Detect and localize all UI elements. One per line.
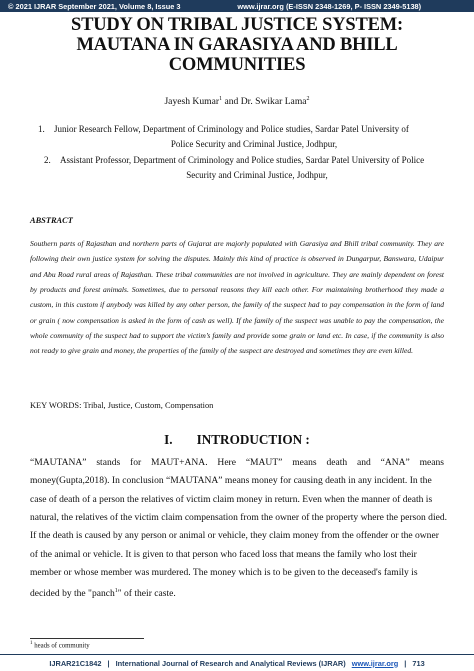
section-title: INTRODUCTION : bbox=[196, 432, 310, 447]
intro-line-1 bbox=[30, 454, 444, 472]
affiliation-number: 2. bbox=[44, 155, 51, 165]
footer-separator: | bbox=[404, 658, 407, 668]
intro-line-5: If the death is caused by any person or animal or vehicle, they claim money from the offender or the owner bbox=[30, 530, 439, 542]
intro-word: death bbox=[326, 457, 348, 468]
footer-separator: | bbox=[107, 658, 110, 668]
header-site-url[interactable]: www.ijrar.org bbox=[237, 1, 284, 11]
author-joiner: and Dr. Swikar Lama bbox=[222, 96, 307, 108]
affiliation-line-2: Police Security and Criminal Justice, Jodhpur, bbox=[170, 138, 338, 149]
author-first: Jayesh Kumar bbox=[164, 96, 220, 108]
footer-paper-code: IJRAR21C1842 bbox=[49, 658, 102, 668]
journal-header-bar bbox=[0, 0, 474, 12]
intro-word: MAUT+ANA. bbox=[151, 457, 208, 468]
affiliation-2 bbox=[44, 153, 454, 182]
intro-line-4: natural, the relatives of the victim claim compensation from the owner of the property where the person died. bbox=[30, 512, 448, 524]
footer-journal-name: International Journal of Research and Analytical Reviews (IJRAR) bbox=[115, 658, 346, 668]
author-line bbox=[0, 96, 474, 107]
intro-word: “ANA” bbox=[380, 457, 410, 468]
footer-site-link[interactable]: www.ijrar.org bbox=[351, 658, 399, 668]
abstract-text: Southern parts of Rajasthan and northern parts of Gujarat are majorly populated with Garasiya and Bhill tribal community. They are following their own justice system for solving the disputes. Mainly this kind of practice is observed in Dungarpur, Banswara, Udaipur and Abu Road rural areas of Rajasthan. These tribal communities are not involved in agriculture. They are mainly dependent on forest by products and forest animals. Sometimes, due to personal reasons they kill each other. For maintaining brotherhood they made a custom, in this custom if anybody was killed by any other person, the family of the suspect had to pay compensation in the form of land or grain ( now compensation is asked in the form of cash as well). If the family of the suspect was unable to pay the compensation, the whole community of the suspect had to support the victim’s family and provide some grain or land etc. In case, if the community is also not ready to give grain and money, the properties of the family of the suspect are destroyed and sometimes they are even killed. bbox=[30, 239, 444, 356]
footer-page-number: 713 bbox=[412, 658, 425, 668]
intro-line-8-text: decided by the "panch bbox=[30, 588, 115, 600]
intro-word: for bbox=[130, 457, 142, 468]
page-footer bbox=[0, 654, 474, 671]
abstract-heading: ABSTRACT bbox=[30, 216, 73, 225]
intro-word: stands bbox=[96, 457, 121, 468]
keywords: KEY WORDS: Tribal, Justice, Custom, Compensation bbox=[30, 401, 214, 410]
intro-line-3: case of death of a person the relatives of victim claim money in return. Even when the manner of death is bbox=[30, 493, 433, 505]
footnote-ref[interactable]: 1 bbox=[114, 588, 118, 595]
footnote bbox=[30, 641, 90, 649]
affiliation-line-1: Assistant Professor, Department of Criminology and Police studies, Sardar Patel University of Police bbox=[60, 155, 425, 165]
intro-word: Here bbox=[217, 457, 236, 468]
affiliation-line-2: Security and Criminal Justice, Jodhpur, bbox=[186, 169, 328, 180]
footnote-divider bbox=[30, 638, 144, 639]
footnote-text: heads of community bbox=[32, 642, 90, 650]
title-line-1: STUDY ON TRIBAL JUSTICE SYSTEM: bbox=[70, 15, 404, 35]
intro-line-7: member or whose member was murdered. The money which is to be given to the deceased's family is bbox=[30, 567, 418, 579]
affiliation-line-1: Junior Research Fellow, Department of Criminology and Police studies, Sardar Patel University of bbox=[54, 124, 409, 134]
intro-line-8 bbox=[30, 582, 444, 604]
intro-word: means bbox=[292, 457, 317, 468]
paper-title bbox=[20, 15, 454, 75]
intro-line-2: money(Gupta,2018). In conclusion “MAUTANA” means money for causing death in any incident. In the bbox=[30, 475, 432, 487]
intro-word: and bbox=[356, 457, 371, 468]
section-number: I. bbox=[164, 432, 173, 447]
section-heading bbox=[0, 432, 474, 448]
intro-line-8-tail: " of their caste. bbox=[117, 588, 176, 600]
intro-word: “MAUT” bbox=[245, 457, 283, 468]
affiliation-number: 1. bbox=[38, 124, 45, 134]
header-issue-info: © 2021 IJRAR September 2021, Volume 8, Issue 3 bbox=[8, 1, 181, 11]
introduction-body bbox=[30, 454, 448, 604]
footnote-number: 1 bbox=[30, 641, 33, 646]
affiliation-1 bbox=[38, 122, 454, 151]
title-line-2: MAUTANA IN GARASIYA AND BHILL bbox=[76, 35, 398, 55]
author-first-sup: 1 bbox=[219, 96, 223, 102]
author-second-sup: 2 bbox=[306, 96, 310, 102]
header-site bbox=[181, 2, 467, 11]
header-issn: (E-ISSN 2348-1269, P- ISSN 2349-5138) bbox=[285, 1, 422, 11]
intro-line-6: of the animal or vehicle. It is given to that person who faced loss that means the family who lost their bbox=[30, 548, 417, 560]
title-line-3: COMMUNITIES bbox=[168, 55, 306, 75]
intro-word: “MAUTANA” bbox=[30, 457, 87, 468]
intro-word: means bbox=[419, 457, 444, 468]
